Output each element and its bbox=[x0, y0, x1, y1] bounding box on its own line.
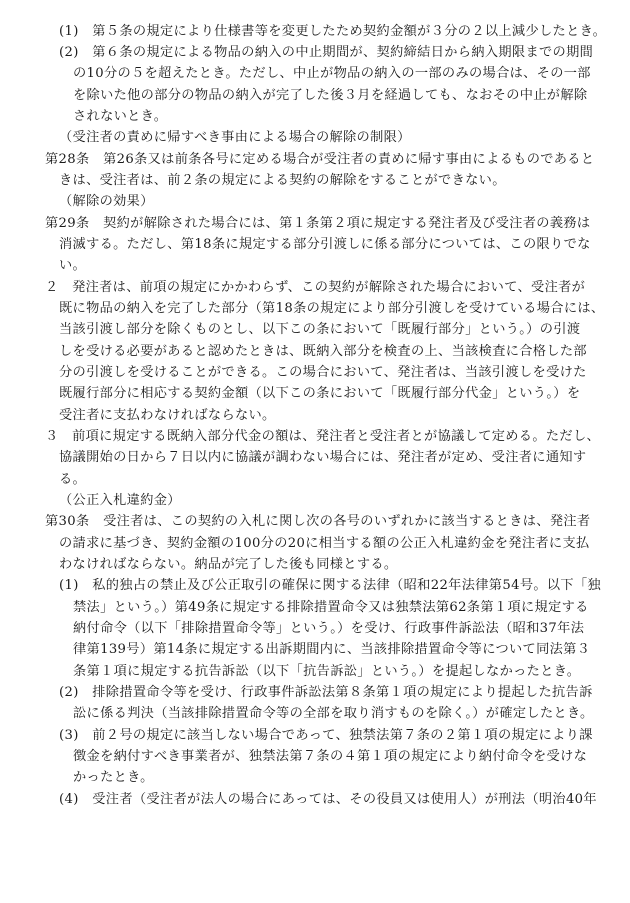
article-29-para-3-line-3: る。 bbox=[59, 472, 87, 487]
article-29-line-1: 第29条 契約が解除された場合には、第１条第２項に規定する発注者及び受注者の義務は bbox=[45, 216, 591, 231]
article-28-line-2: きは、受注者は、前２条の規定による契約の解除をすることができない。 bbox=[59, 173, 506, 188]
article-29-para-2-line-6: 既履行部分に相応する契約金額（以下この条において「既履行部分代金」という。）を bbox=[59, 386, 581, 401]
article-30-item-1-line-5: 条第１項に規定する抗告訴訟（以下「抗告訴訟」という。）を提起しなかったとき。 bbox=[73, 664, 581, 679]
article-30-item-4-line-1: (4) 受注者（受注者が法人の場合にあっては、その役員又は使用人）が刑法（明治40年 bbox=[59, 792, 597, 807]
article-30-line-3: わなければならない。納品が完了した後も同様とする。 bbox=[59, 557, 398, 572]
article-29-para-3-line-1: ３ 前項に規定する既納入部分代金の額は、発注者と受注者とが協議して定める。ただし、 bbox=[45, 429, 601, 444]
article-30-line-1: 第30条 受注者は、この契約の入札に関し次の各号のいずれかに該当するときは、発注者 bbox=[45, 514, 591, 529]
item-2-line-3: を除いた他の部分の物品の納入が完了した後３月を経過しても、なおその中止が解除 bbox=[73, 88, 588, 103]
article-30-line-2: の請求に基づき、契約金額の100分の20に相当する額の公正入札違約金を発注者に支払 bbox=[59, 536, 590, 551]
article-29-para-2-line-4: しを受ける必要があると認めたときは、既納入部分を検査の上、当該検査に合格した部 bbox=[59, 344, 587, 359]
article-30-item-3-line-3: かったとき。 bbox=[73, 770, 154, 785]
article-28-line-1: 第28条 第26条又は前条各号に定める場合が受注者の責めに帰す事由によるものであると bbox=[45, 152, 595, 167]
item-2-line-2: の10分の５を超えたとき。ただし、中止が物品の納入の一部のみの場合は、その一部 bbox=[73, 66, 591, 81]
article-29-line-2: 消滅する。ただし、第18条に規定する部分引渡しに係る部分については、この限りでな bbox=[59, 237, 591, 252]
heading-article-28: （受注者の責めに帰すべき事由による場合の解除の制限） bbox=[59, 130, 411, 145]
article-30-item-1-line-4: 律第139号）第14条に規定する出訴期間内に、当該排除措置命令等について同法第３ bbox=[73, 642, 591, 657]
article-29-para-2-line-7: 受注者に支払わなければならない。 bbox=[59, 408, 276, 423]
item-2-line-1: (2) 第６条の規定による物品の納入の中止期間が、契約締結日から納入期限までの期間 bbox=[59, 45, 594, 60]
heading-article-29: （解除の効果） bbox=[59, 194, 154, 209]
article-30-item-3-line-1: (3) 前２号の規定に該当しない場合であって、独禁法第７条の２第１項の規定により課 bbox=[59, 728, 593, 743]
item-1-line-1: (1) 第５条の規定により仕様書等を変更したため契約金額が３分の２以上減少したとき。 bbox=[59, 24, 607, 39]
article-29-para-2-line-1: ２ 発注者は、前項の規定にかかわらず、この契約が解除された場合において、受注者が bbox=[45, 280, 586, 295]
article-30-item-1-line-3: 納付命令（以下「排除措置命令等」という。）を受け、行政事件訴訟法（昭和37年法 bbox=[73, 621, 585, 636]
article-30-item-1-line-2: 禁法」という。）第49条に規定する排除措置命令又は独禁法第62条第１項に規定する bbox=[73, 600, 589, 615]
article-30-item-2-line-1: (2) 排除措置命令等を受け、行政事件訴訟法第８条第１項の規定により提起した抗告訴 bbox=[59, 685, 593, 700]
article-30-item-3-line-2: 徴金を納付すべき事業者が、独禁法第７条の４第１項の規定により納付命令を受けな bbox=[73, 749, 588, 764]
article-29-para-2-line-2: 既に物品の納入を完了した部分（第18条の規定により部分引渡しを受けている場合には、 bbox=[59, 301, 605, 316]
article-29-para-2-line-3: 当該引渡し部分を除くものとし、以下この条において「既履行部分」という。）の引渡 bbox=[59, 322, 581, 337]
article-29-para-2-line-5: 分の引渡しを受けることができる。この場合において、発注者は、当該引渡しを受けた bbox=[59, 365, 587, 380]
article-29-para-3-line-2: 協議開始の日から７日以内に協議が調わない場合には、発注者が定め、受注者に通知す bbox=[59, 450, 587, 465]
article-30-item-2-line-2: 訟に係る判決（当該排除措置命令等の全部を取り消すものを除く。）が確定したとき。 bbox=[73, 706, 594, 721]
article-29-line-3: い。 bbox=[59, 258, 87, 273]
heading-article-30: （公正入札違約金） bbox=[59, 493, 181, 508]
article-30-item-1-line-1: (1) 私的独占の禁止及び公正取引の確保に関する法律（昭和22年法律第54号。以下「独 bbox=[59, 578, 602, 593]
item-2-line-4: されないとき。 bbox=[73, 109, 168, 124]
